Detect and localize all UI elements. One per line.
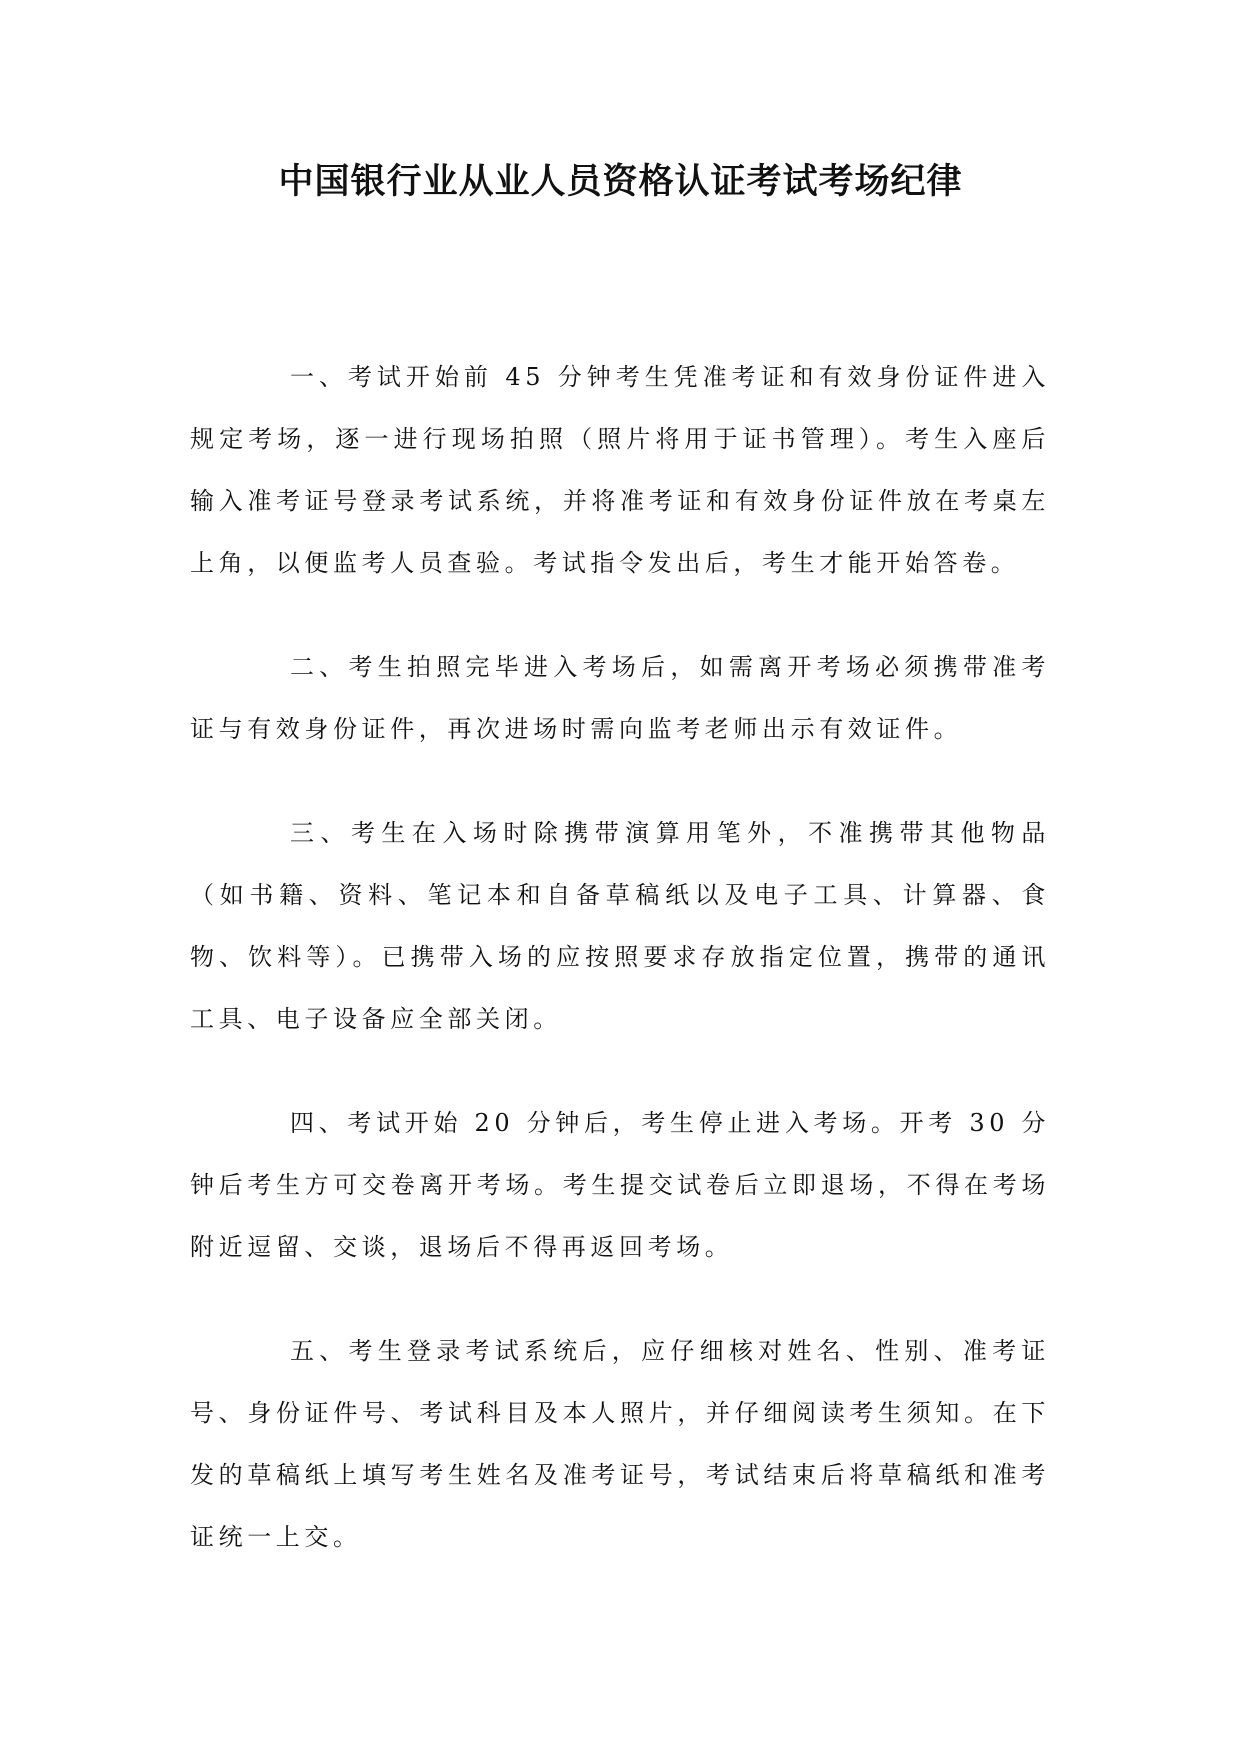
rule-paragraph-1: 一、考试开始前 45 分钟考生凭准考证和有效身份证件进入规定考场，逐一进行现场拍照（照片将用于证书管理）。考生入座后输入准考证号登录考试系统，并将准考证和有效身份证件放在考桌左上角，以便监考人员查验。考试指令发出后，考生才能开始答卷。 [190, 363, 1050, 577]
document-title: 中国银行业从业人员资格认证考试考场纪律 [278, 162, 963, 202]
rule-paragraph-5: 五、考生登录考试系统后，应仔细核对姓名、性别、准考证号、身份证件号、考试科目及本人照片，并仔细阅读考生须知。在下发的草稿纸上填写考生姓名及准考证号，考试结束后将草稿纸和准考证统一上交。 [190, 1337, 1050, 1551]
document-body [190, 346, 1050, 1568]
rule-paragraph-3: 三、考生在入场时除携带演算用笔外，不准携带其他物品（如书籍、资料、笔记本和自备草稿纸以及电子工具、计算器、食物、饮料等）。已携带入场的应按照要求存放指定位置，携带的通讯工具、电子设备应全部关闭。 [190, 819, 1050, 1033]
rule-paragraph-4: 四、考试开始 20 分钟后，考生停止进入考场。开考 30 分钟后考生方可交卷离开考场。考生提交试卷后立即退场，不得在考场附近逗留、交谈，退场后不得再返回考场。 [190, 1109, 1050, 1261]
rule-paragraph-2: 二、考生拍照完毕进入考场后，如需离开考场必须携带准考证与有效身份证件，再次进场时需向监考老师出示有效证件。 [190, 653, 1050, 743]
